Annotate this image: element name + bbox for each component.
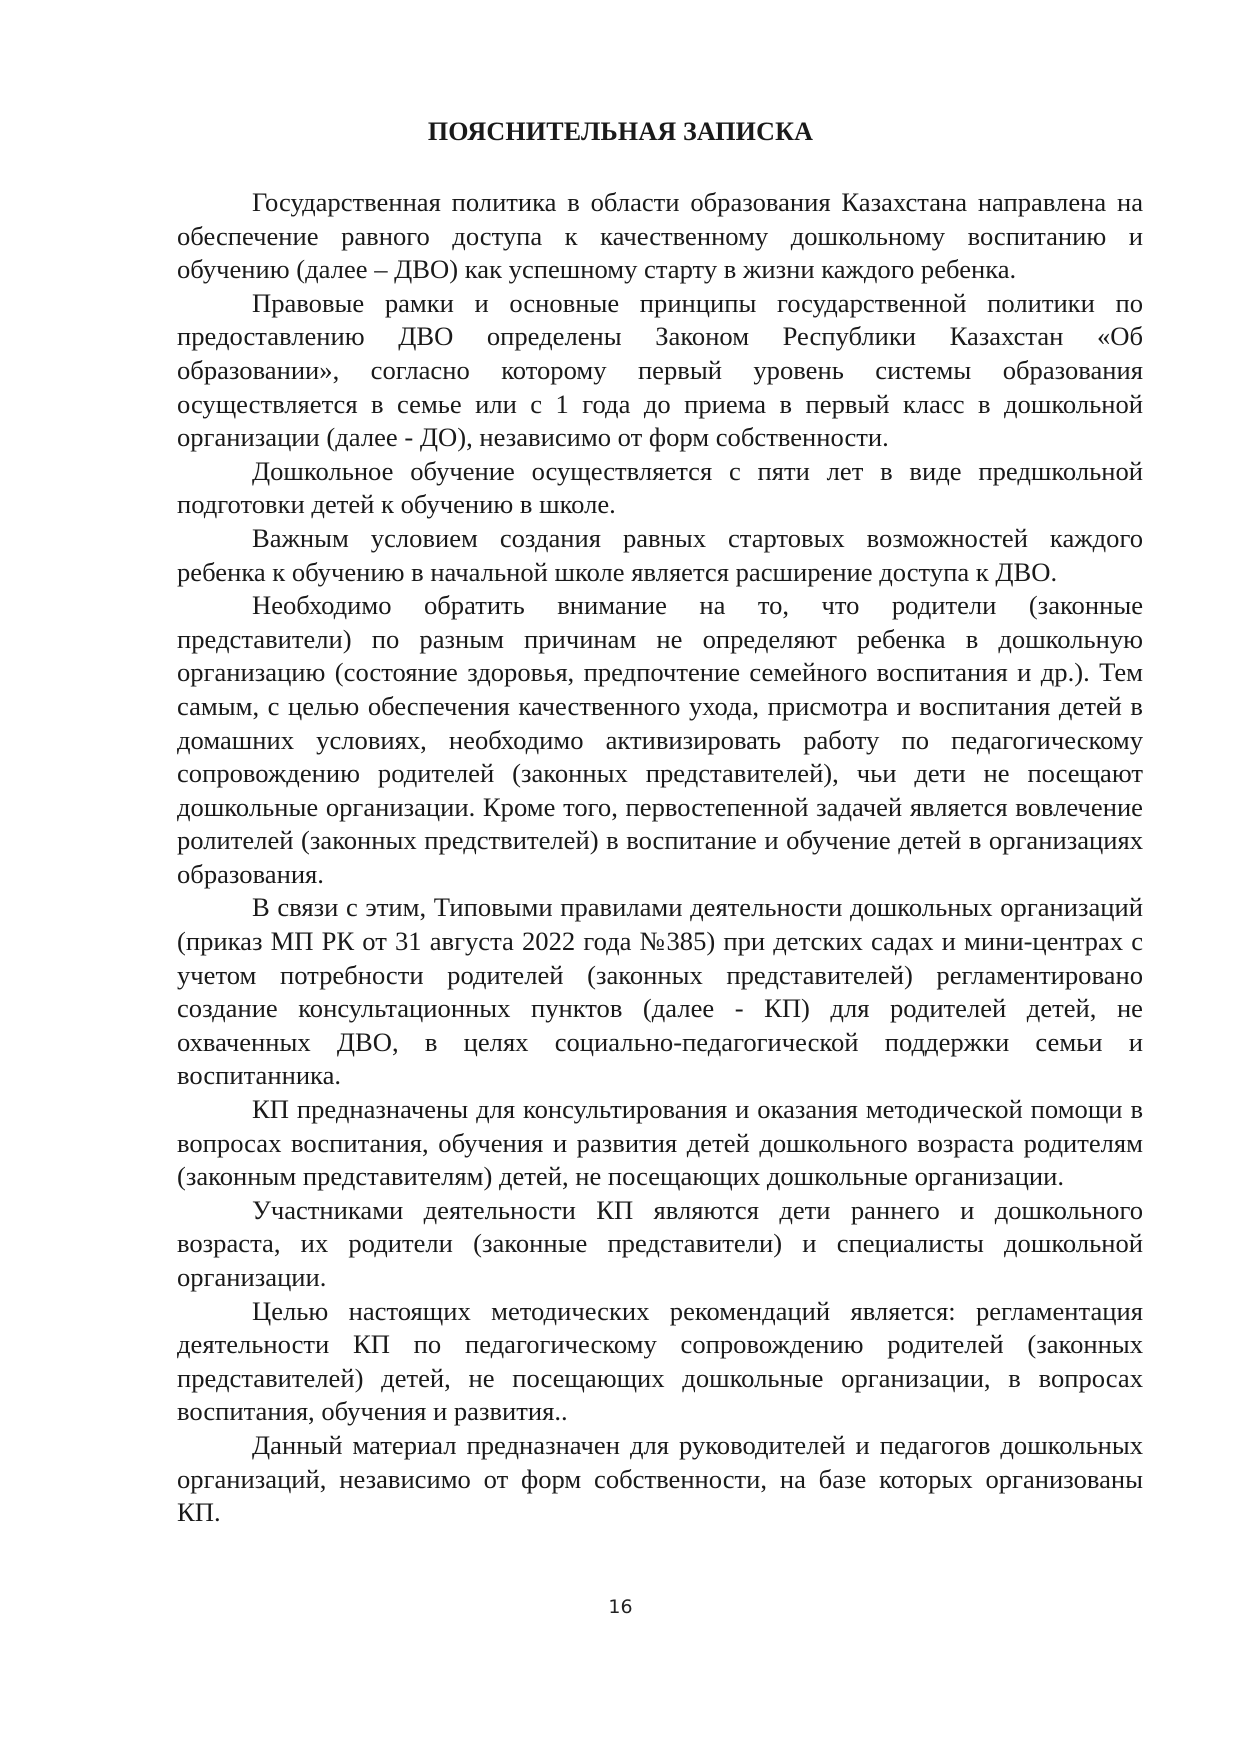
paragraph-kp-purpose: КП предназначены для консультирования и оказания методической помощи в вопросах воспитания, обучения и развития детей дошкольного возраста родителям (законным представителям) детей, не посещающих дошкольные организации. bbox=[177, 1094, 1143, 1192]
document-title: ПОЯСНИТЕЛЬНАЯ ЗАПИСКА bbox=[427, 117, 814, 146]
paragraph-legal-framework: Правовые рамки и основные принципы государственной политики по предоставлению ДВО определены Законом Республики Казахстан «Об образовании», согласно которому первый уровень системы образования осуществляется в семье или с 1 года до приема в первый класс в дошкольной организации (далее - ДО), независимо от форм собственности. bbox=[177, 287, 1143, 453]
paragraph-parents-attention: Необходимо обратить внимание на то, что родители (законные представители) по разным причинам не определяют ребенка в дошкольную организацию (состояние здоровья, предпочтение семейного воспитания и др.). Тем самым, с целью обеспечения качественного ухода, присмотра и воспитания детей в домашних условиях, необходимо активизировать работу по педагогическому сопровождению родителей (законных представителей), чьи дети не посещают дошкольные организации. Кроме того, первостепенной задачей является вовлечение ролителей (законных предствителей) в воспитание и обучение детей в организациях образования. bbox=[177, 590, 1143, 889]
paragraph-equal-opportunities: Важным условием создания равных стартовых возможностей каждого ребенка к обучению в начальной школе является расширение доступа к ДВО. bbox=[177, 522, 1143, 587]
paragraph-target-audience: Данный материал предназначен для руководителей и педагогов дошкольных организаций, независимо от форм собственности, на базе которых организованы КП. bbox=[177, 1429, 1143, 1528]
paragraph-preschool-training: Дошкольное обучение осуществляется с пяти лет в виде предшкольной подготовки детей к обучению в школе. bbox=[177, 455, 1143, 520]
paragraph-kp-participants: Участниками деятельности КП являются дети раннего и дошкольного возраста, их родители (законные представители) и специалисты дошкольной организации. bbox=[177, 1194, 1143, 1292]
paragraph-state-policy: Государственная политика в области образования Казахстана направлена на обеспечение равного доступа к качественному дошкольному воспитанию и обучению (далее – ДВО) как успешному старту в жизни каждого ребенка. bbox=[177, 187, 1143, 285]
page-number: 16 bbox=[608, 1596, 633, 1618]
paragraph-standard-rules: В связи с этим, Типовыми правилами деятельности дошкольных организаций (приказ МП РК от 31 августа 2022 года №385) при детских садах и мини-центрах с учетом потребности родителей (законных представителей) регламентировано создание консультационных пунктов (далее - КП) для родителей детей, не охваченных ДВО, в целях социально-педагогической поддержки семьи и воспитанника. bbox=[177, 892, 1143, 1091]
document-body bbox=[177, 186, 1143, 1530]
paragraph-recommendations-goal: Целью настоящих методических рекомендаций является: регламентация деятельности КП по педагогическому сопровождению родителей (законных представителей) детей, не посещающих дошкольные организации, в вопросах воспитания, обучения и развития.. bbox=[177, 1295, 1143, 1427]
